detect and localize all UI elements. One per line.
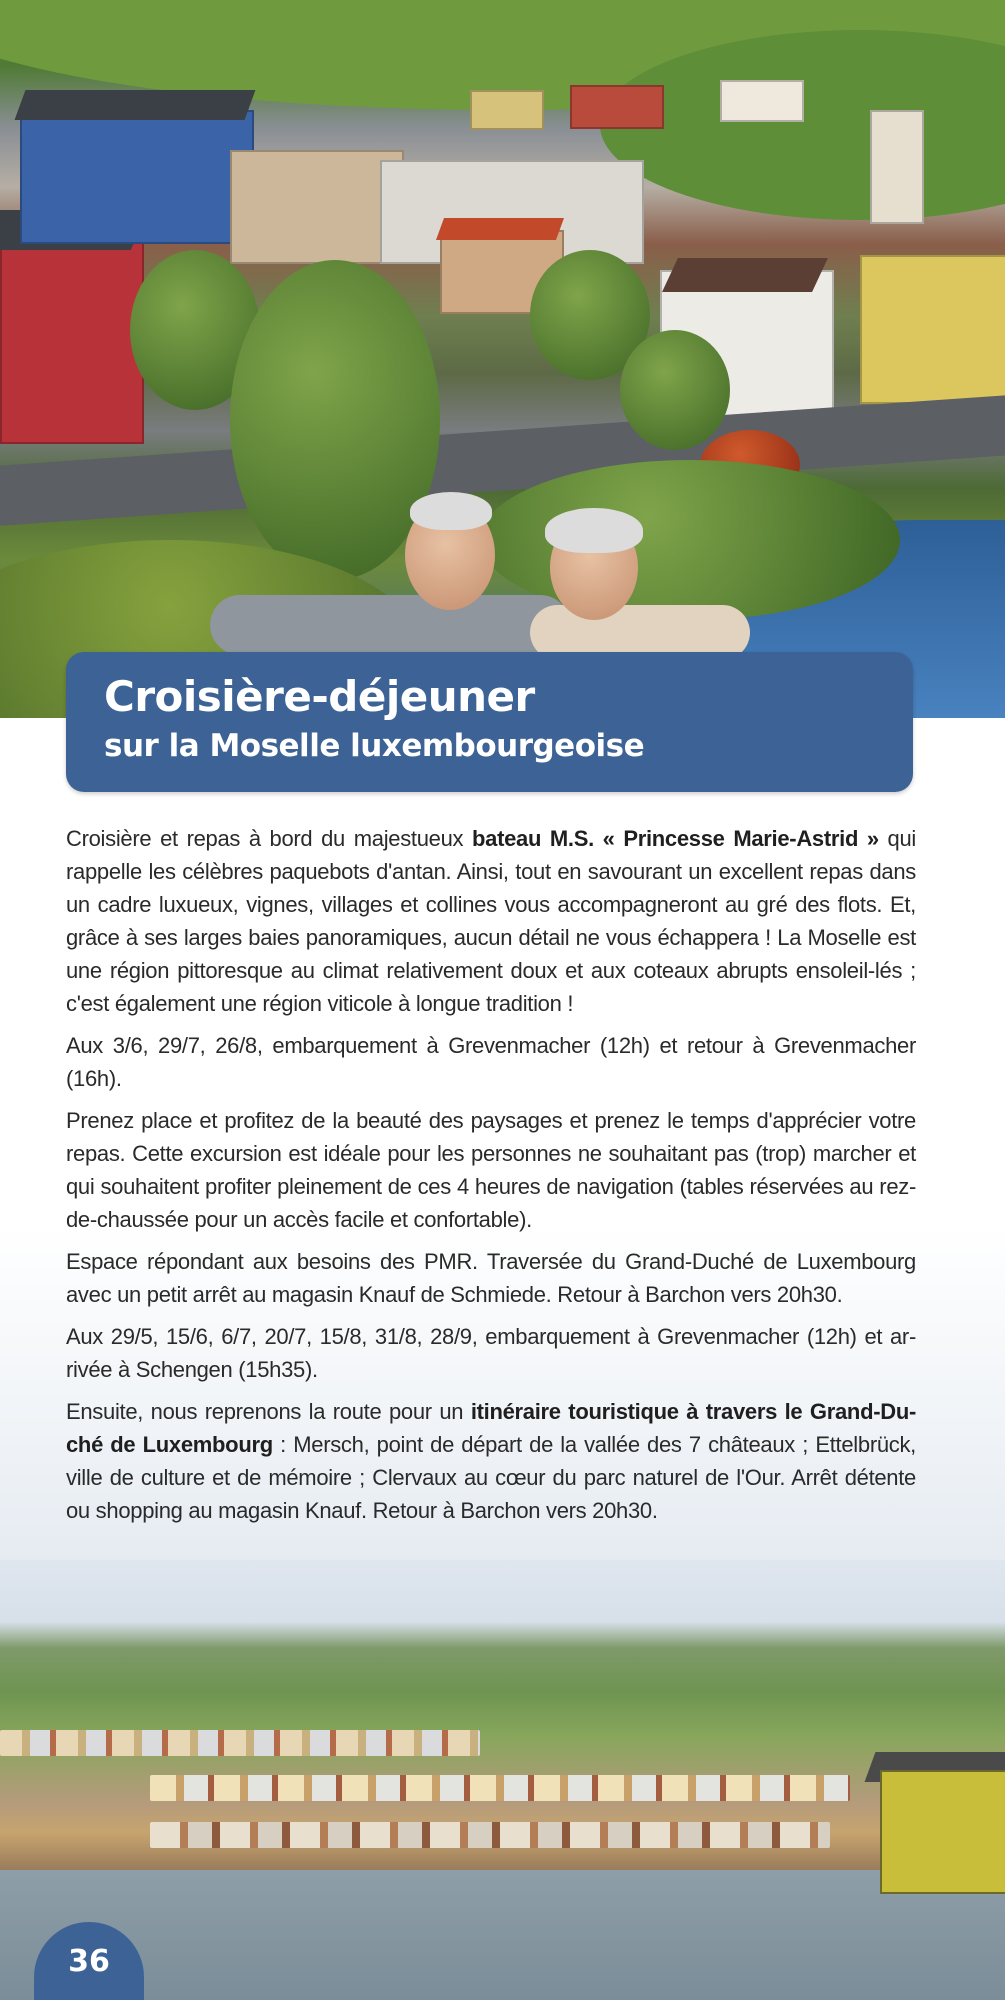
- paragraph-experience: Prenez place et profitez de la beauté des paysages et prenez le temps d'apprécier votre repas. Cette excursion est idéale pour les personnes ne souhaitant pas (trop) marcher et qui souhaitent profiter pleinement de ces 4 heures de navigation (tables réservées au rez-de-chaussée pour un accès facile et confortable).: [66, 1108, 916, 1232]
- paragraph-dates-2: Aux 29/5, 15/6, 6/7, 20/7, 15/8, 31/8, 28/9, embarquement à Grevenmacher (12h) et ar-rivée à Schengen (15h35).: [66, 1324, 916, 1382]
- title-banner: [66, 652, 913, 792]
- moselle-lake: [0, 1870, 1005, 2000]
- ship-name: bateau M.S. « Princesse Marie-Astrid »: [472, 826, 879, 851]
- article-body: [66, 822, 916, 1536]
- orange-roof: [436, 218, 564, 240]
- hill-house-1: [570, 85, 664, 129]
- man-arms: [210, 595, 570, 655]
- tree: [620, 330, 730, 450]
- man-hair: [410, 492, 492, 530]
- paragraph-accessibility: Espace répondant aux besoins des PMR. Traversée du Grand-Duché de Luxembourg avec un petit arrêt au magasin Knauf de Schmiede. Retour à Barchon vers 20h30.: [66, 1249, 916, 1307]
- red-house: [0, 230, 144, 444]
- page-title: Croisière-déjeuner: [104, 672, 535, 721]
- hero-photo-moselle-village: [0, 0, 1005, 718]
- blue-house-roof: [15, 90, 256, 120]
- hill-house-3: [470, 90, 544, 130]
- page-number: 36: [68, 1944, 110, 1979]
- bottom-photo-schengen: [0, 1560, 1005, 2000]
- paragraph-itinerary: Ensuite, nous reprenons la route pour un itinéraire touristique à travers le Grand-Du-ché de Luxembourg : Mersch, point de départ de la vallée des 7 châteaux ; Ettelbrück, ville de culture et de mémoire ; Clervaux au cœur du parc naturel de l'Our. Arrêt détente ou shopping au magasin Knauf. Retour à Barchon vers 20h30.: [66, 1399, 916, 1523]
- church-tower: [870, 110, 924, 224]
- beige-house: [230, 150, 404, 264]
- village-houses: [150, 1775, 850, 1801]
- woman-hair: [545, 508, 643, 553]
- hill-house-2: [720, 80, 804, 122]
- village-houses: [0, 1730, 480, 1756]
- blue-house: [20, 110, 254, 244]
- yellow-building: [880, 1770, 1005, 1894]
- paragraph-dates-1: Aux 3/6, 29/7, 26/8, embarquement à Grevenmacher (12h) et retour à Grevenmacher (16h).: [66, 1033, 916, 1091]
- village-houses: [150, 1822, 830, 1848]
- white-house-right-roof: [662, 258, 828, 292]
- itinerary-highlight: itinéraire touristique à travers le Grand-Du-ché de Luxembourg: [66, 1399, 916, 1457]
- yellow-house-right: [860, 255, 1005, 404]
- page-subtitle: sur la Moselle luxembourgeoise: [104, 728, 645, 764]
- paragraph-intro: Croisière et repas à bord du majestueux bateau M.S. « Princesse Marie-Astrid » qui rappelle les célèbres paquebots d'antan. Ainsi, tout en savourant un excellent repas dans un cadre luxueux, vignes, villages et collines vous accompagneront au gré des flots. Et, grâce à ses larges baies panoramiques, aucun détail ne vous échappera ! La Moselle est une région pittoresque au climat relativement doux et aux coteaux abrupts ensoleil-lés ; c'est également une région viticole à longue tradition !: [66, 826, 916, 1016]
